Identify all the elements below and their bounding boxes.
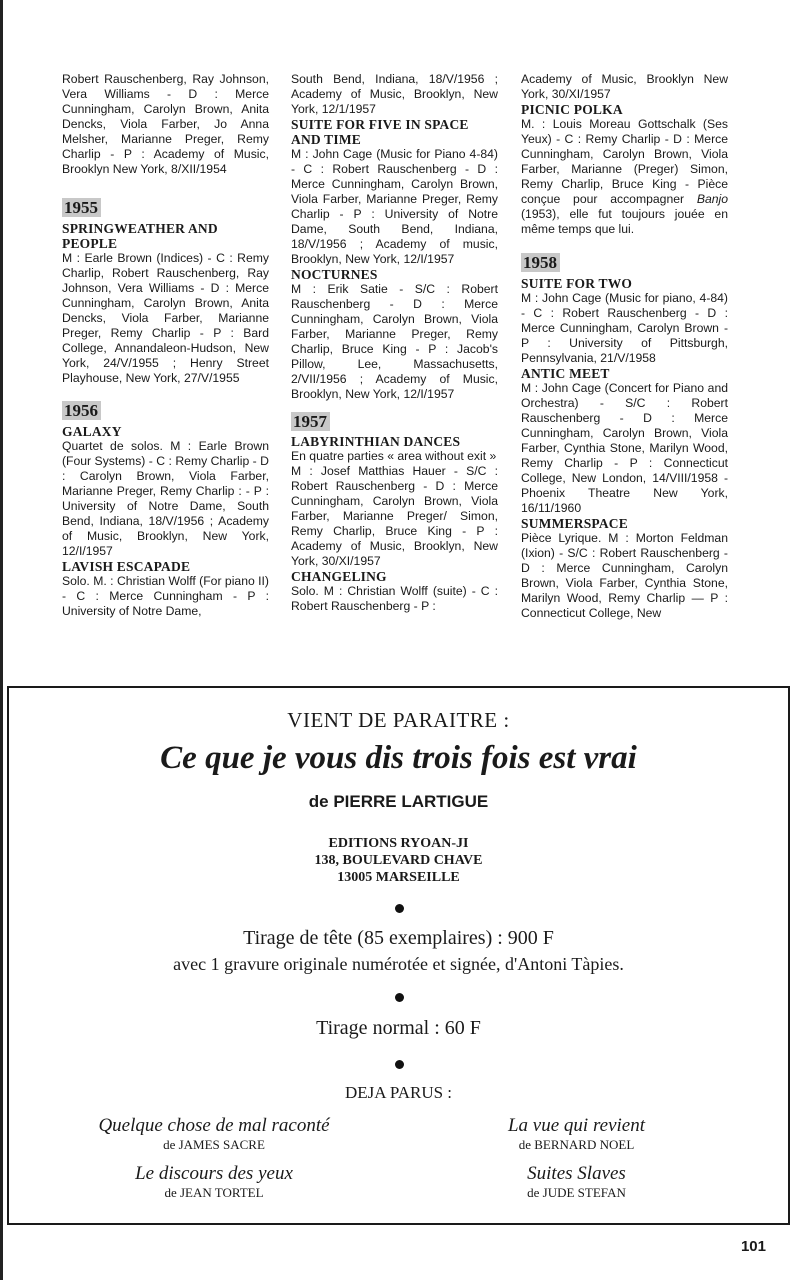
paragraph: M : John Cage (Music for piano, 4-84) - C : Robert Rauschenberg - D : Merce Cunningham, Carolyn Brown - P : University of Pittsburgh, Pennsylvania, 21/V/1958 <box>521 291 728 365</box>
work-title-galaxy: GALAXY <box>62 424 122 439</box>
book-title: Suites Slaves <box>527 1163 626 1184</box>
work-title-nocturnes: NOCTURNES <box>291 267 378 282</box>
book-title: Quelque chose de mal raconté <box>98 1115 330 1136</box>
paragraph: M : Erik Satie - S/C : Robert Rauschenberg - D : Merce Cunningham, Carolyn Brown, Viola Farber, Marianne Preger, Remy Charlip, Bruce King - P : Jacob's Pillow, Lee, Massachusetts, 2/VII/1956 ; Academy of Music, Brooklyn, New York, 12/I/1957 <box>291 282 498 401</box>
work-title-changeling: CHANGELING <box>291 569 387 584</box>
book-listing <box>49 1163 379 1201</box>
page-edge <box>0 0 3 1280</box>
paragraph: Pièce Lyrique. M : Morton Feldman (Ixion) - S/C : Robert Rauschenberg - D : Merce Cunningham, Carolyn Brown, Viola Farber, Cynthia Stone, Marilyn Wood, Remy Charlip — P : Connecticut College, New <box>521 531 728 620</box>
page-number: 101 <box>740 1238 766 1255</box>
paragraph: Quartet de solos. M : Earle Brown (Four Systems) - C : Remy Charlip - D : Carolyn Brown, Viola Farber, Marianne Preger, Remy Charlip : - P : University of Notre Dame, South Bend, Indiana, 18/V/1956 ; Academy of Music, Brooklyn, New York, 12/I/1957 <box>62 439 269 558</box>
work-title-springweather: SPRINGWEATHER AND PEOPLE <box>62 221 218 251</box>
book-listing <box>409 1115 744 1153</box>
book-title: Le discours des yeux <box>135 1163 293 1184</box>
book-author: de JUDE STEFAN <box>527 1185 626 1200</box>
text-column-3 <box>521 72 728 621</box>
year-heading-1958: 1958 <box>521 253 560 272</box>
text-column-2 <box>291 72 498 614</box>
book-listing <box>49 1115 379 1153</box>
ad-book-title: Ce que je vous dis trois fois est vrai <box>160 740 637 776</box>
year-heading-1957: 1957 <box>291 412 330 431</box>
ad-publisher-line-2: 138, BOULEVARD CHAVE <box>314 853 483 868</box>
work-title-picnic-polka: PICNIC POLKA <box>521 102 623 117</box>
ad-tirage-tete: Tirage de tête (85 exemplaires) : 900 F <box>243 927 554 949</box>
book-author: de JAMES SACRE <box>163 1137 265 1152</box>
paragraph: En quatre parties « area without exit » <box>291 449 497 463</box>
work-title-suite-for-five: SUITE FOR FIVE IN SPACE AND TIME <box>291 117 469 147</box>
book-title: La vue qui revient <box>507 1115 645 1136</box>
ad-deja-parus: DEJA PARUS : <box>344 1083 453 1102</box>
ad-tirage-normal: Tirage normal : 60 F <box>316 1017 481 1039</box>
ad-gravure: avec 1 gravure originale numérotée et signée, d'Antoni Tàpies. <box>173 954 624 974</box>
book-listing <box>409 1163 744 1201</box>
year-heading-1956: 1956 <box>62 401 101 420</box>
ad-author: de PIERRE LARTIGUE <box>308 792 489 811</box>
bullet-dot <box>395 1060 404 1069</box>
paragraph: M : John Cage (Concert for Piano and Orchestra) - S/C : Robert Rauschenberg - D : Merce Cunningham, Carolyn Brown, Viola Farber, Cynthia Stone, Marilyn Wood, Remy Charlip - P : Connecticut College, New London, 14/VIII/1958 - Phoenix Theatre New York, 16/11/1960 <box>521 381 728 515</box>
text-column-1 <box>62 72 269 619</box>
work-title-labyrinthian-dances: LABYRINTHIAN DANCES <box>291 434 461 449</box>
book-author: de BERNARD NOEL <box>518 1137 635 1152</box>
paragraph: M : Josef Matthias Hauer - S/C : Robert Rauschenberg - D : Merce Cunningham, Carolyn Brown, Viola Farber, Marianne Preger/ Simon, Remy Charlip, Bruce King - P : Academy of Music, Brooklyn, New York, 30/XI/1957 <box>291 464 498 568</box>
advertisement-box <box>7 686 790 1225</box>
paragraph: Solo. M : Christian Wolff (suite) - C : Robert Rauschenberg - P : <box>291 584 498 613</box>
ad-publisher-line-3: 13005 MARSEILLE <box>337 870 460 885</box>
paragraph: Solo. M. : Christian Wolff (For piano II) - C : Merce Cunningham - P : University of Notre Dame, <box>62 574 269 618</box>
year-heading-1955: 1955 <box>62 198 101 217</box>
paragraph: M : Earle Brown (Indices) - C : Remy Charlip, Robert Rauschenberg, Ray Johnson, Vera Williams - D : Merce Cunningham, Carolyn Brown, Anita Dencks, Viola Farber, Marianne Preger, Remy Charlip - P : Bard College, Annandaleon-Hudson, New York, 24/V/1955 ; Henry Street Playhouse, New York, 27/V/1955 <box>62 251 269 385</box>
bullet-dot <box>395 904 404 913</box>
bullet-dot <box>395 993 404 1002</box>
paragraph: South Bend, Indiana, 18/V/1956 ; Academy of Music, Brooklyn, New York, 12/1/1957 <box>291 72 498 116</box>
paragraph: Robert Rauschenberg, Ray Johnson, Vera Williams - D : Merce Cunningham, Carolyn Brown, Anita Dencks, Viola Farber, Jo Anna Melsher, Marianne Preger, Remy Charlip - P : Academy of Music, Brooklyn New York, 8/XII/1954 <box>62 72 269 176</box>
paragraph: M : John Cage (Music for Piano 4-84) - C : Robert Rauschenberg - D : Merce Cunningham, Carolyn Brown, Viola Farber, Marianne Preger, Remy Charlip - P : University of Notre Dame, South Bend, Indiana, 18/V/1956 ; Academy of music, Brooklyn, New York, 12/I/1957 <box>291 147 498 266</box>
book-author: de JEAN TORTEL <box>164 1185 264 1200</box>
paragraph: M. : Louis Moreau Gottschalk (Ses Yeux) - C : Remy Charlip - D : Merce Cunningham, Carolyn Brown, Viola Farber, Marianne (Preger) Simon, Remy Charlip, Bruce King - Pièce conçue pour accompagner Banjo (1953), elle fut toujours jouée en même temps que lui. <box>521 117 728 236</box>
ad-heading: VIENT DE PARAITRE : <box>287 708 510 732</box>
work-title-suite-for-two: SUITE FOR TWO <box>521 276 633 291</box>
paragraph: Academy of Music, Brooklyn New York, 30/XI/1957 <box>521 72 728 101</box>
work-title-antic-meet: ANTIC MEET <box>521 366 610 381</box>
italic-work-title: Banjo <box>696 192 728 206</box>
ad-publisher-line-1: EDITIONS RYOAN-JI <box>328 836 469 851</box>
work-title-summerspace: SUMMERSPACE <box>521 516 628 531</box>
work-title-lavish-escapade: LAVISH ESCAPADE <box>62 559 191 574</box>
